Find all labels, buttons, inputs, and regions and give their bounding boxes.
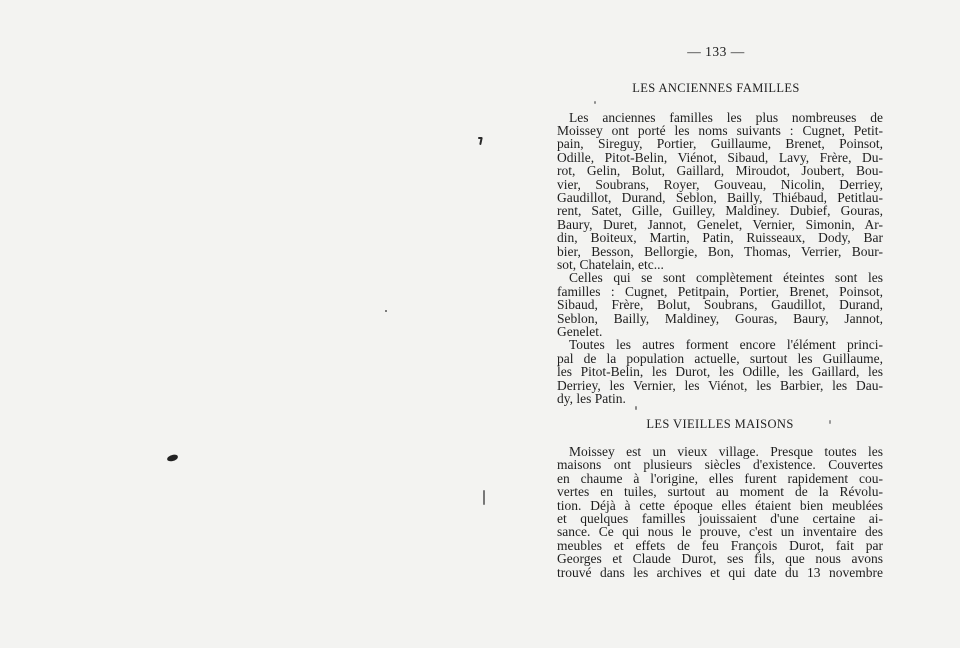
- text-line: bier, Besson, Bellorgie, Bon, Thomas, Verrier, Bour-: [557, 243, 883, 259]
- ink-speck: [483, 490, 485, 505]
- text-line: Genelet.: [557, 324, 603, 339]
- paragraph: [557, 338, 883, 405]
- paragraph: [557, 445, 883, 579]
- text-line: Derriey, les Vernier, les Viénot, les Barbier, les Dau-: [557, 377, 883, 393]
- text-line: sance. Ce qui nous le prouve, c'est un inventaire des: [557, 524, 883, 540]
- text-line: Moissey ont porté les noms suivants : Cugnet, Petit-: [557, 122, 883, 138]
- ink-blot: [166, 454, 178, 462]
- text-line: vier, Soubrans, Royer, Gouveau, Nicolin, Derriey,: [557, 176, 883, 192]
- text-line: dy, les Patin.: [557, 391, 626, 407]
- text-line: familles : Cugnet, Petitpain, Portier, Brenet, Poinsot,: [557, 283, 883, 299]
- text-line: en chaume à l'origine, elles furent rapidement cou-: [557, 470, 883, 486]
- text-line: Sibaud, Frère, Bolut, Soubrans, Gaudillot, Durand,: [557, 297, 883, 313]
- section-heading: LES VIEILLES MAISONS: [646, 417, 794, 431]
- text-line: Seblon, Bailly, Maldiney, Gouras, Baury, Jannot,: [557, 310, 883, 326]
- text-line: Georges et Claude Durot, ses fils, que nous avons: [557, 551, 883, 567]
- text-line: sot, Chatelain, etc...: [557, 256, 664, 272]
- text-line: Baury, Duret, Jannot, Genelet, Vernier, Simonin, Ar-: [557, 216, 883, 232]
- text-line: les Pitot-Belin, les Durot, les Odille, les Gaillard, les: [557, 364, 883, 380]
- ink-speck: [478, 137, 482, 139]
- text-line: Odille, Pitot-Belin, Viénot, Sibaud, Lavy, Frère, Du-: [557, 149, 883, 165]
- text-line: et quelques familles jouissaient d'une certaine ai-: [557, 511, 883, 527]
- section-body: [557, 445, 883, 579]
- text-line: Toutes les autres forment encore l'élément princi-: [569, 337, 883, 353]
- text-line: Moissey est un vieux village. Presque toutes les: [569, 444, 883, 459]
- ink-speck: [594, 101, 596, 104]
- text-line: din, Boiteux, Martin, Patin, Ruisseaux, Dody, Bar: [557, 230, 883, 246]
- text-line: Les anciennes familles les plus nombreuses de: [569, 109, 883, 125]
- text-line: tion. Déjà à cette époque elles étaient bien meublées: [557, 497, 883, 513]
- text-line: vertes en tuiles, surtout au moment de la Révolu-: [557, 484, 883, 500]
- page-number: — 133 —: [687, 44, 745, 59]
- paragraph: [557, 111, 883, 272]
- ink-speck: [385, 310, 387, 312]
- text-line: Celles qui se sont complètement éteintes sont les: [569, 270, 883, 286]
- text-line: trouvé dans les archives et qui date du 13 novembre: [557, 564, 883, 580]
- section-heading: LES ANCIENNES FAMILLES: [632, 81, 800, 95]
- text-line: pal de la population actuelle, surtout les Guillaume,: [557, 350, 883, 366]
- text-line: Gaudillot, Durand, Seblon, Bailly, Thiébaud, Petitlau-: [557, 189, 883, 205]
- text-line: maisons ont plusieurs siècles d'existence. Couvertes: [557, 457, 883, 473]
- text-line: rent, Satet, Gille, Guilley, Maldiney. Dubief, Gouras,: [557, 203, 883, 219]
- section-body: [557, 111, 883, 406]
- paragraph: [557, 271, 883, 338]
- ink-speck: [635, 406, 637, 410]
- text-line: meubles et effets de feu François Durot, fait par: [557, 537, 883, 553]
- text-line: pain, Sireguy, Portier, Guillaume, Brenet, Poinsot,: [557, 136, 883, 152]
- text-line: rot, Gelin, Bolut, Gaillard, Miroudot, Joubert, Bou-: [557, 163, 883, 179]
